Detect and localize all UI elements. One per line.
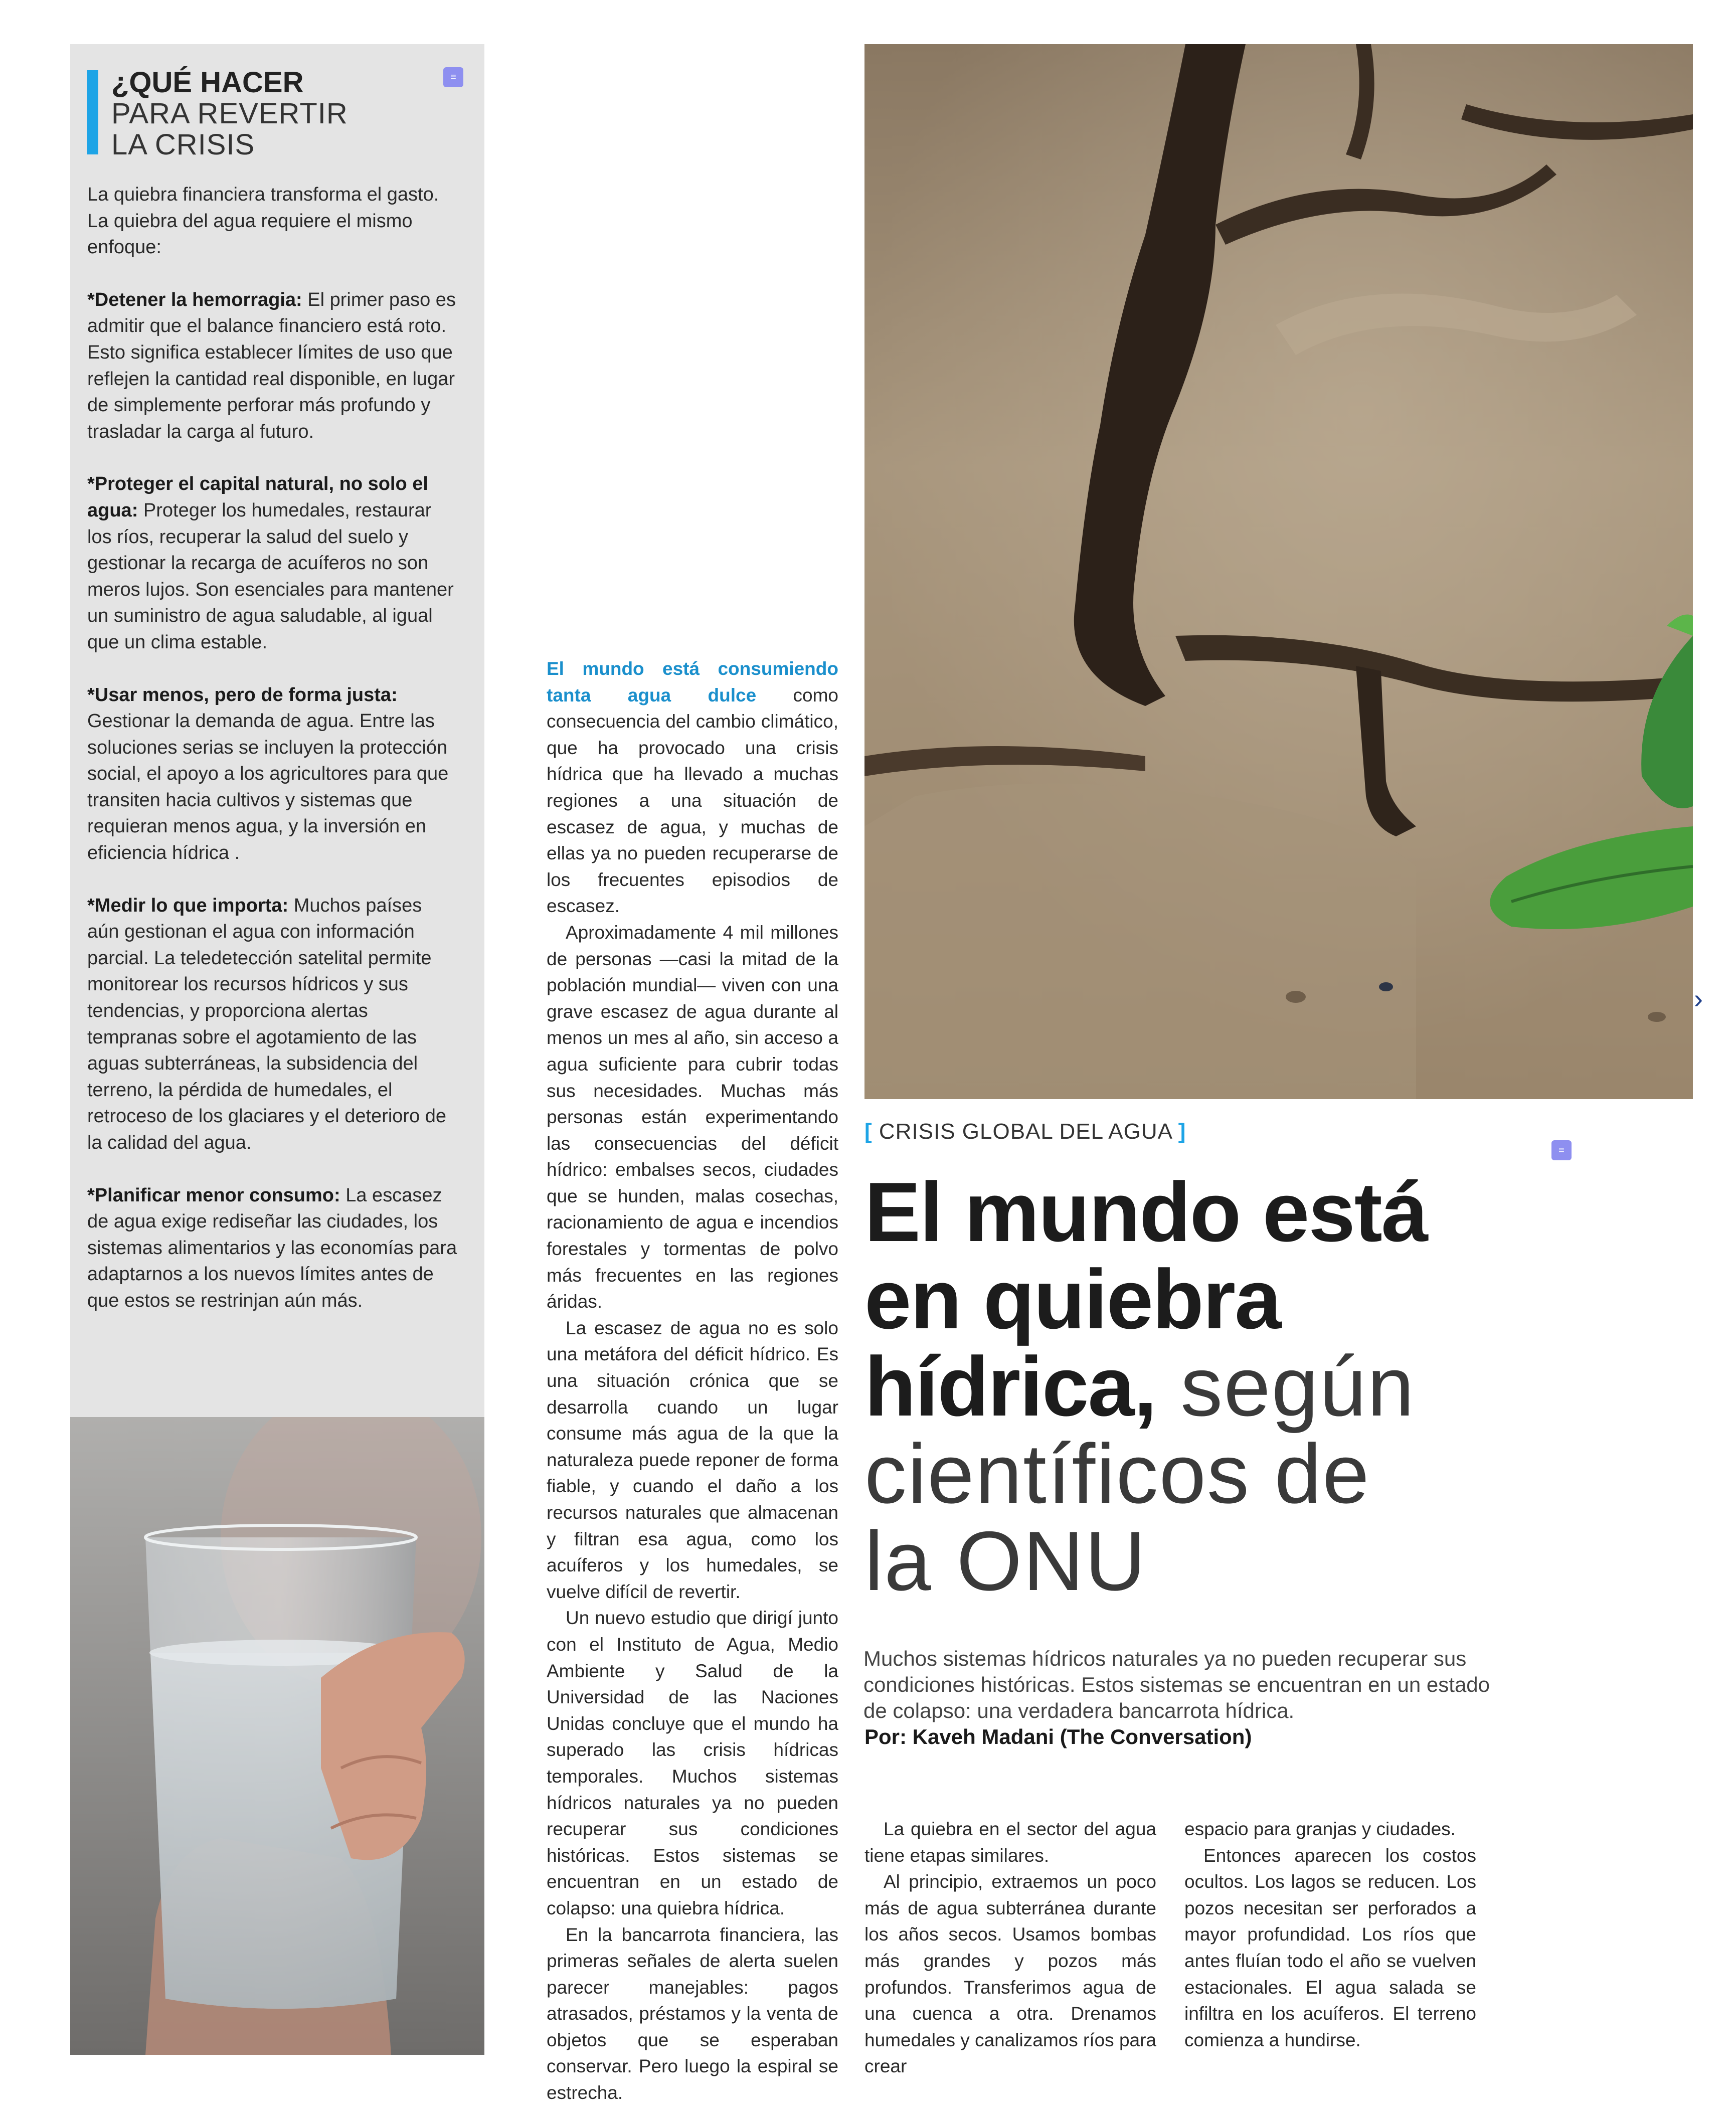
body-paragraph: La quiebra en el sector del agua tiene etapas similares. — [864, 1819, 1156, 1866]
article-deck: Muchos sistemas hídricos naturales ya no pueden recuperar sus condiciones históricas. Estos sistemas se encuentran en un estado de colapso: una verdadera bancarrota hídrica. — [863, 1647, 1490, 1722]
sidebar-item — [87, 682, 458, 866]
sidebar-item-term: *Proteger el capital natural, no solo el agua: — [87, 473, 428, 521]
bottom-column-2 — [1184, 1816, 1476, 2053]
section-tag — [864, 1119, 1186, 1144]
sidebar-item — [87, 471, 458, 655]
sidebar-title — [111, 67, 462, 160]
glass-of-water-photo — [70, 1417, 484, 2055]
sidebar-title-line2: PARA REVERTIR — [111, 97, 348, 130]
sidebar-title-line3: LA CRISIS — [111, 128, 255, 161]
middle-paragraph: Aproximadamente 4 mil millones de personas —casi la mitad de la población mundial— viven con una grave escasez de agua durante al menos un mes al año, sin acceso a agua suficiente para cubrir todas sus necesidades. Muchas más personas están experimentando las consecuencias del déficit hídrico: embalses secos, ciudades que se hunden, malas cosechas, racionamiento de agua e incendios forestales y tormentas de polvo más frecuentes en las regiones áridas. — [547, 922, 838, 1312]
headline-line3-bold: hídrica, — [864, 1339, 1156, 1434]
headline — [864, 1165, 1617, 1608]
sidebar-item-text: Gestionar la demanda de agua. Entre las soluciones serias se incluyen la protección social, el apoyo a los agricultores para que transiten hacia cultivos y sistemas que requieran menos agua, y la inversión en eficiencia hídrica . — [87, 711, 449, 864]
sidebar-item-term: *Usar menos, pero de forma justa: — [87, 684, 398, 706]
section-bracket-open: [ — [864, 1119, 873, 1144]
middle-p1-rest: como consecuencia del cambio climático, que ha provocado una crisis hídrica que ha llevado a muchas regiones a una situación de escasez de agua, y muchas de ellas ya no pueden recuperarse de los frecuentes episodios de escasez. — [547, 684, 838, 917]
body-paragraph: Entonces aparecen los costos ocultos. Los lagos se reducen. Los pozos necesitan ser perforados a mayor profundidad. Los ríos que antes fluían todo el año se vuelven estacionales. El agua salada se infiltra en los acuíferos. El terreno comienza a hundirse. — [1184, 1845, 1476, 2050]
sidebar-body — [87, 182, 458, 1340]
headline-line5: la ONU — [864, 1514, 1147, 1608]
middle-paragraph: Un nuevo estudio que dirigí junto con el Instituto de Agua, Medio Ambiente y Salud de la Universidad de las Naciones Unidas concluye que el mundo ha superado las crisis hídricas temporales. Muchos sistemas hídricos naturales ya no pueden recuperar sus condiciones históricas. Estos sistemas se encuentran en un estado de colapso: una quiebra hídrica. — [547, 1608, 838, 1918]
headline-line3-light: según — [1156, 1339, 1415, 1434]
sidebar-item — [87, 893, 458, 1156]
headline-line4: científicos de — [864, 1427, 1370, 1521]
lead-in: El mundo está consumiendo tanta agua dulce — [547, 658, 838, 706]
cracked-soil-photo — [864, 44, 1693, 1099]
headline-line3 — [864, 1339, 1617, 1434]
bottom-column-1 — [864, 1816, 1156, 2080]
sidebar-item-term: *Detener la hemorragia: — [87, 289, 302, 310]
headline-line2: en quiebra — [864, 1252, 1281, 1346]
body-paragraph: Al principio, extraemos un poco más de agua subterránea durante los años secos. Usamos bombas más grandes y pozos más profundos. Transferimos agua de una cuenca a otra. Drenamos humedales y canalizamos ríos para crear — [864, 1871, 1157, 2077]
section-bracket-close: ] — [1178, 1119, 1186, 1144]
sidebar-item — [87, 1182, 458, 1314]
byline: Por: Kaveh Madani (The Conversation) — [864, 1725, 1252, 1748]
section-tag-label: CRISIS GLOBAL DEL AGUA — [879, 1119, 1172, 1144]
sidebar-item-text: La escasez de agua exige rediseñar las ciudades, los sistemas alimentarios y las economías para adaptarnos a los nuevos límites antes de que estos se restrinjan aún más. — [87, 1184, 457, 1311]
note-icon[interactable]: ≡ — [1551, 1140, 1572, 1160]
middle-paragraph — [547, 656, 838, 920]
sidebar-item-term: *Medir lo que importa: — [87, 895, 289, 916]
chevron-right-icon[interactable]: › — [1694, 984, 1703, 1014]
middle-paragraph: En la bancarrota financiera, las primeras señales de alerta suelen parecer manejables: pagos atrasados, préstamos y la venta de objetos que se esperaban conservar. Pero luego la espiral se estrecha. — [547, 1924, 838, 2103]
sidebar-item-term: *Planificar menor consumo: — [87, 1184, 340, 1206]
body-paragraph: espacio para granjas y ciudades. — [1184, 1819, 1456, 1839]
headline-line1: El mundo está — [864, 1165, 1428, 1259]
sidebar-item-text: El primer paso es admitir que el balance financiero está roto. Esto significa establecer límites de uso que reflejen la cantidad real disponible, en lugar de simplemente perforar más profundo y trasladar la carga al futuro. — [87, 289, 456, 442]
sidebar-accent-bar — [87, 70, 98, 154]
sidebar-intro: La quiebra financiera transforma el gasto. La quiebra del agua requiere el mismo enfoque: — [87, 184, 439, 258]
sidebar-item-text: Proteger los humedales, restaurar los ríos, recuperar la salud del suelo y gestionar la recarga de acuíferos no son meros lujos. Son esenciales para mantener un suministro de agua saludable, al igual que un clima estable. — [87, 499, 454, 653]
sidebar-title-line1: ¿QUÉ HACER — [111, 66, 304, 99]
sidebar-item — [87, 287, 458, 445]
middle-column-text — [547, 656, 838, 2106]
sidebar-item-text: Muchos países aún gestionan el agua con información parcial. La teledetección satelital permite monitorear los recursos hídricos y sus tendencias, y proporciona alertas tempranas sobre el agotamiento de las aguas subterráneas, la subsidencia del terreno, la pérdida de humedales, el retroceso de los glaciares y el deterioro de la calidad del agua. — [87, 895, 447, 1153]
middle-paragraph: La escasez de agua no es solo una metáfora del déficit hídrico. Es una situación crónica que se desarrolla cuando un lugar consume más agua de la que la naturaleza puede reponer de forma fiable, y cuando el daño a los recursos naturales que almacenan y filtran esa agua, como los acuíferos y los humedales, se vuelve difícil de revertir. — [547, 1317, 838, 1602]
note-icon[interactable]: ≡ — [443, 67, 463, 87]
